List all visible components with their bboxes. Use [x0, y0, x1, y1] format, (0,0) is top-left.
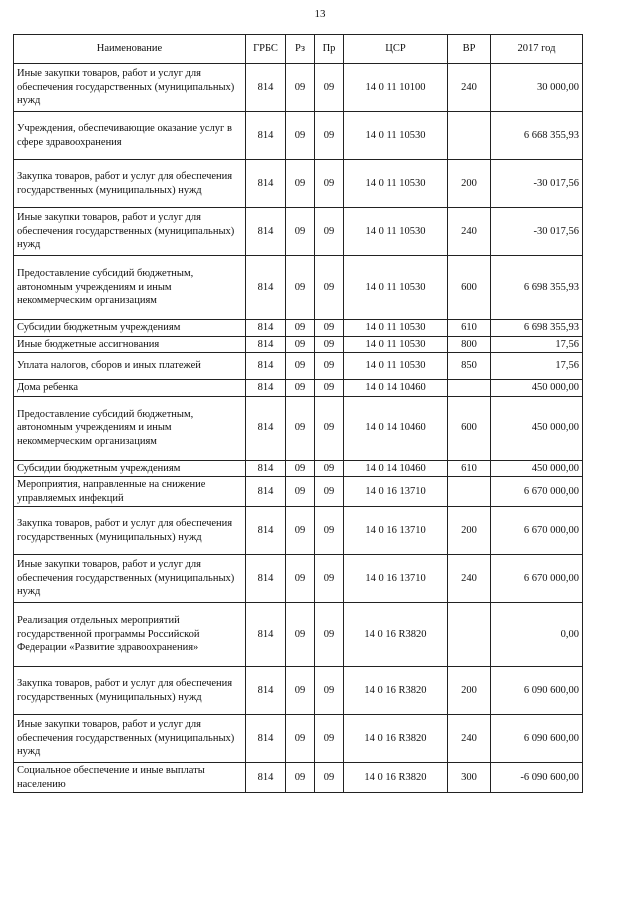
cell-pr: 09 — [315, 320, 344, 337]
cell-grbs: 814 — [246, 112, 286, 160]
cell-name: Дома ребенка — [14, 380, 246, 397]
cell-vr: 610 — [448, 460, 491, 477]
cell-grbs: 814 — [246, 396, 286, 460]
table-body — [14, 64, 583, 793]
cell-rz: 09 — [286, 380, 315, 397]
budget-table — [13, 34, 583, 793]
cell-pr: 09 — [315, 555, 344, 603]
cell-csr: 14 0 16 R3820 — [344, 603, 448, 667]
cell-pr: 09 — [315, 396, 344, 460]
cell-grbs: 814 — [246, 763, 286, 793]
cell-name: Иные закупки товаров, работ и услуг для обеспечения государственных (муниципальных) нужд — [14, 715, 246, 763]
cell-amount: 450 000,00 — [491, 460, 583, 477]
cell-rz: 09 — [286, 208, 315, 256]
cell-pr: 09 — [315, 507, 344, 555]
cell-pr: 09 — [315, 715, 344, 763]
cell-grbs: 814 — [246, 477, 286, 507]
cell-rz: 09 — [286, 336, 315, 353]
cell-pr: 09 — [315, 353, 344, 380]
cell-vr: 850 — [448, 353, 491, 380]
cell-pr: 09 — [315, 256, 344, 320]
cell-name: Закупка товаров, работ и услуг для обеспечения государственных (муниципальных) нужд — [14, 507, 246, 555]
cell-amount: 450 000,00 — [491, 396, 583, 460]
cell-grbs: 814 — [246, 336, 286, 353]
cell-rz: 09 — [286, 667, 315, 715]
table-row — [14, 603, 583, 667]
cell-name: Мероприятия, направленные на снижение управляемых инфекций — [14, 477, 246, 507]
cell-vr: 240 — [448, 555, 491, 603]
cell-vr: 240 — [448, 208, 491, 256]
cell-vr — [448, 477, 491, 507]
cell-csr: 14 0 11 10530 — [344, 112, 448, 160]
cell-vr: 600 — [448, 256, 491, 320]
cell-grbs: 814 — [246, 320, 286, 337]
cell-grbs: 814 — [246, 460, 286, 477]
cell-vr — [448, 603, 491, 667]
cell-grbs: 814 — [246, 64, 286, 112]
cell-csr: 14 0 16 13710 — [344, 477, 448, 507]
cell-csr: 14 0 11 10100 — [344, 64, 448, 112]
cell-vr — [448, 380, 491, 397]
cell-name: Иные закупки товаров, работ и услуг для обеспечения государственных (муниципальных) нужд — [14, 555, 246, 603]
cell-rz: 09 — [286, 160, 315, 208]
cell-rz: 09 — [286, 477, 315, 507]
cell-vr: 800 — [448, 336, 491, 353]
cell-grbs: 814 — [246, 603, 286, 667]
cell-csr: 14 0 11 10530 — [344, 320, 448, 337]
cell-rz: 09 — [286, 320, 315, 337]
cell-name: Учреждения, обеспечивающие оказание услуг в сфере здравоохранения — [14, 112, 246, 160]
cell-grbs: 814 — [246, 353, 286, 380]
cell-grbs: 814 — [246, 715, 286, 763]
cell-grbs: 814 — [246, 256, 286, 320]
cell-rz: 09 — [286, 112, 315, 160]
cell-rz: 09 — [286, 396, 315, 460]
table-row — [14, 256, 583, 320]
cell-vr: 600 — [448, 396, 491, 460]
cell-name: Предоставление субсидий бюджетным, автономным учреждениям и иным некоммерческим организациям — [14, 256, 246, 320]
cell-csr: 14 0 16 R3820 — [344, 667, 448, 715]
cell-grbs: 814 — [246, 667, 286, 715]
page-number: 13 — [314, 8, 326, 20]
cell-pr: 09 — [315, 64, 344, 112]
header-pr: Пр — [315, 35, 344, 64]
table-row — [14, 353, 583, 380]
cell-amount: 6 698 355,93 — [491, 320, 583, 337]
table-row — [14, 667, 583, 715]
header-rz: Рз — [286, 35, 315, 64]
cell-amount: 6 670 000,00 — [491, 555, 583, 603]
header-vr: ВР — [448, 35, 491, 64]
cell-rz: 09 — [286, 555, 315, 603]
cell-pr: 09 — [315, 763, 344, 793]
table-row — [14, 396, 583, 460]
cell-name: Предоставление субсидий бюджетным, автономным учреждениям и иным некоммерческим организациям — [14, 396, 246, 460]
cell-amount: 6 090 600,00 — [491, 715, 583, 763]
cell-csr: 14 0 14 10460 — [344, 460, 448, 477]
cell-pr: 09 — [315, 477, 344, 507]
cell-csr: 14 0 11 10530 — [344, 208, 448, 256]
cell-rz: 09 — [286, 603, 315, 667]
cell-csr: 14 0 16 R3820 — [344, 763, 448, 793]
cell-amount: 17,56 — [491, 336, 583, 353]
table-row — [14, 763, 583, 793]
cell-pr: 09 — [315, 336, 344, 353]
cell-amount: 6 670 000,00 — [491, 477, 583, 507]
cell-grbs: 814 — [246, 555, 286, 603]
header-csr: ЦСР — [344, 35, 448, 64]
cell-amount: -6 090 600,00 — [491, 763, 583, 793]
cell-csr: 14 0 11 10530 — [344, 353, 448, 380]
cell-name: Социальное обеспечение и иные выплаты населению — [14, 763, 246, 793]
cell-amount: 30 000,00 — [491, 64, 583, 112]
cell-rz: 09 — [286, 763, 315, 793]
cell-name: Реализация отдельных мероприятий государственной программы Российской Федерации «Развитие здравоохранения» — [14, 603, 246, 667]
cell-pr: 09 — [315, 112, 344, 160]
cell-csr: 14 0 11 10530 — [344, 336, 448, 353]
cell-amount: 17,56 — [491, 353, 583, 380]
cell-csr: 14 0 16 13710 — [344, 507, 448, 555]
cell-pr: 09 — [315, 380, 344, 397]
cell-vr: 200 — [448, 160, 491, 208]
cell-vr: 610 — [448, 320, 491, 337]
table-row — [14, 320, 583, 337]
table-row — [14, 507, 583, 555]
table-row — [14, 160, 583, 208]
table-row — [14, 64, 583, 112]
cell-pr: 09 — [315, 160, 344, 208]
cell-amount: 0,00 — [491, 603, 583, 667]
table-header-row — [14, 35, 583, 64]
cell-csr: 14 0 16 13710 — [344, 555, 448, 603]
table-row — [14, 477, 583, 507]
table-row — [14, 208, 583, 256]
cell-amount: 6 090 600,00 — [491, 667, 583, 715]
header-name: Наименование — [14, 35, 246, 64]
cell-amount: 6 668 355,93 — [491, 112, 583, 160]
cell-csr: 14 0 11 10530 — [344, 256, 448, 320]
cell-name: Иные закупки товаров, работ и услуг для обеспечения государственных (муниципальных) нужд — [14, 64, 246, 112]
table-row — [14, 336, 583, 353]
cell-pr: 09 — [315, 603, 344, 667]
table-row — [14, 112, 583, 160]
cell-pr: 09 — [315, 667, 344, 715]
cell-csr: 14 0 16 R3820 — [344, 715, 448, 763]
cell-pr: 09 — [315, 208, 344, 256]
cell-grbs: 814 — [246, 208, 286, 256]
cell-amount: 450 000,00 — [491, 380, 583, 397]
header-amount: 2017 год — [491, 35, 583, 64]
cell-pr: 09 — [315, 460, 344, 477]
cell-name: Закупка товаров, работ и услуг для обеспечения государственных (муниципальных) нужд — [14, 667, 246, 715]
cell-rz: 09 — [286, 715, 315, 763]
cell-vr: 200 — [448, 667, 491, 715]
cell-rz: 09 — [286, 353, 315, 380]
cell-amount: 6 670 000,00 — [491, 507, 583, 555]
cell-name: Иные закупки товаров, работ и услуг для обеспечения государственных (муниципальных) нужд — [14, 208, 246, 256]
cell-amount: 6 698 355,93 — [491, 256, 583, 320]
header-grbs: ГРБС — [246, 35, 286, 64]
cell-name: Уплата налогов, сборов и иных платежей — [14, 353, 246, 380]
cell-vr: 240 — [448, 715, 491, 763]
table-row — [14, 380, 583, 397]
cell-csr: 14 0 14 10460 — [344, 396, 448, 460]
cell-csr: 14 0 11 10530 — [344, 160, 448, 208]
cell-rz: 09 — [286, 507, 315, 555]
cell-vr: 300 — [448, 763, 491, 793]
table-row — [14, 715, 583, 763]
cell-name: Субсидии бюджетным учреждениям — [14, 320, 246, 337]
cell-name: Иные бюджетные ассигнования — [14, 336, 246, 353]
cell-vr: 200 — [448, 507, 491, 555]
cell-vr: 240 — [448, 64, 491, 112]
cell-grbs: 814 — [246, 160, 286, 208]
cell-vr — [448, 112, 491, 160]
cell-rz: 09 — [286, 64, 315, 112]
cell-rz: 09 — [286, 460, 315, 477]
cell-name: Закупка товаров, работ и услуг для обеспечения государственных (муниципальных) нужд — [14, 160, 246, 208]
cell-amount: -30 017,56 — [491, 208, 583, 256]
table-row — [14, 460, 583, 477]
cell-grbs: 814 — [246, 380, 286, 397]
cell-grbs: 814 — [246, 507, 286, 555]
cell-rz: 09 — [286, 256, 315, 320]
cell-name: Субсидии бюджетным учреждениям — [14, 460, 246, 477]
cell-amount: -30 017,56 — [491, 160, 583, 208]
table-row — [14, 555, 583, 603]
cell-csr: 14 0 14 10460 — [344, 380, 448, 397]
